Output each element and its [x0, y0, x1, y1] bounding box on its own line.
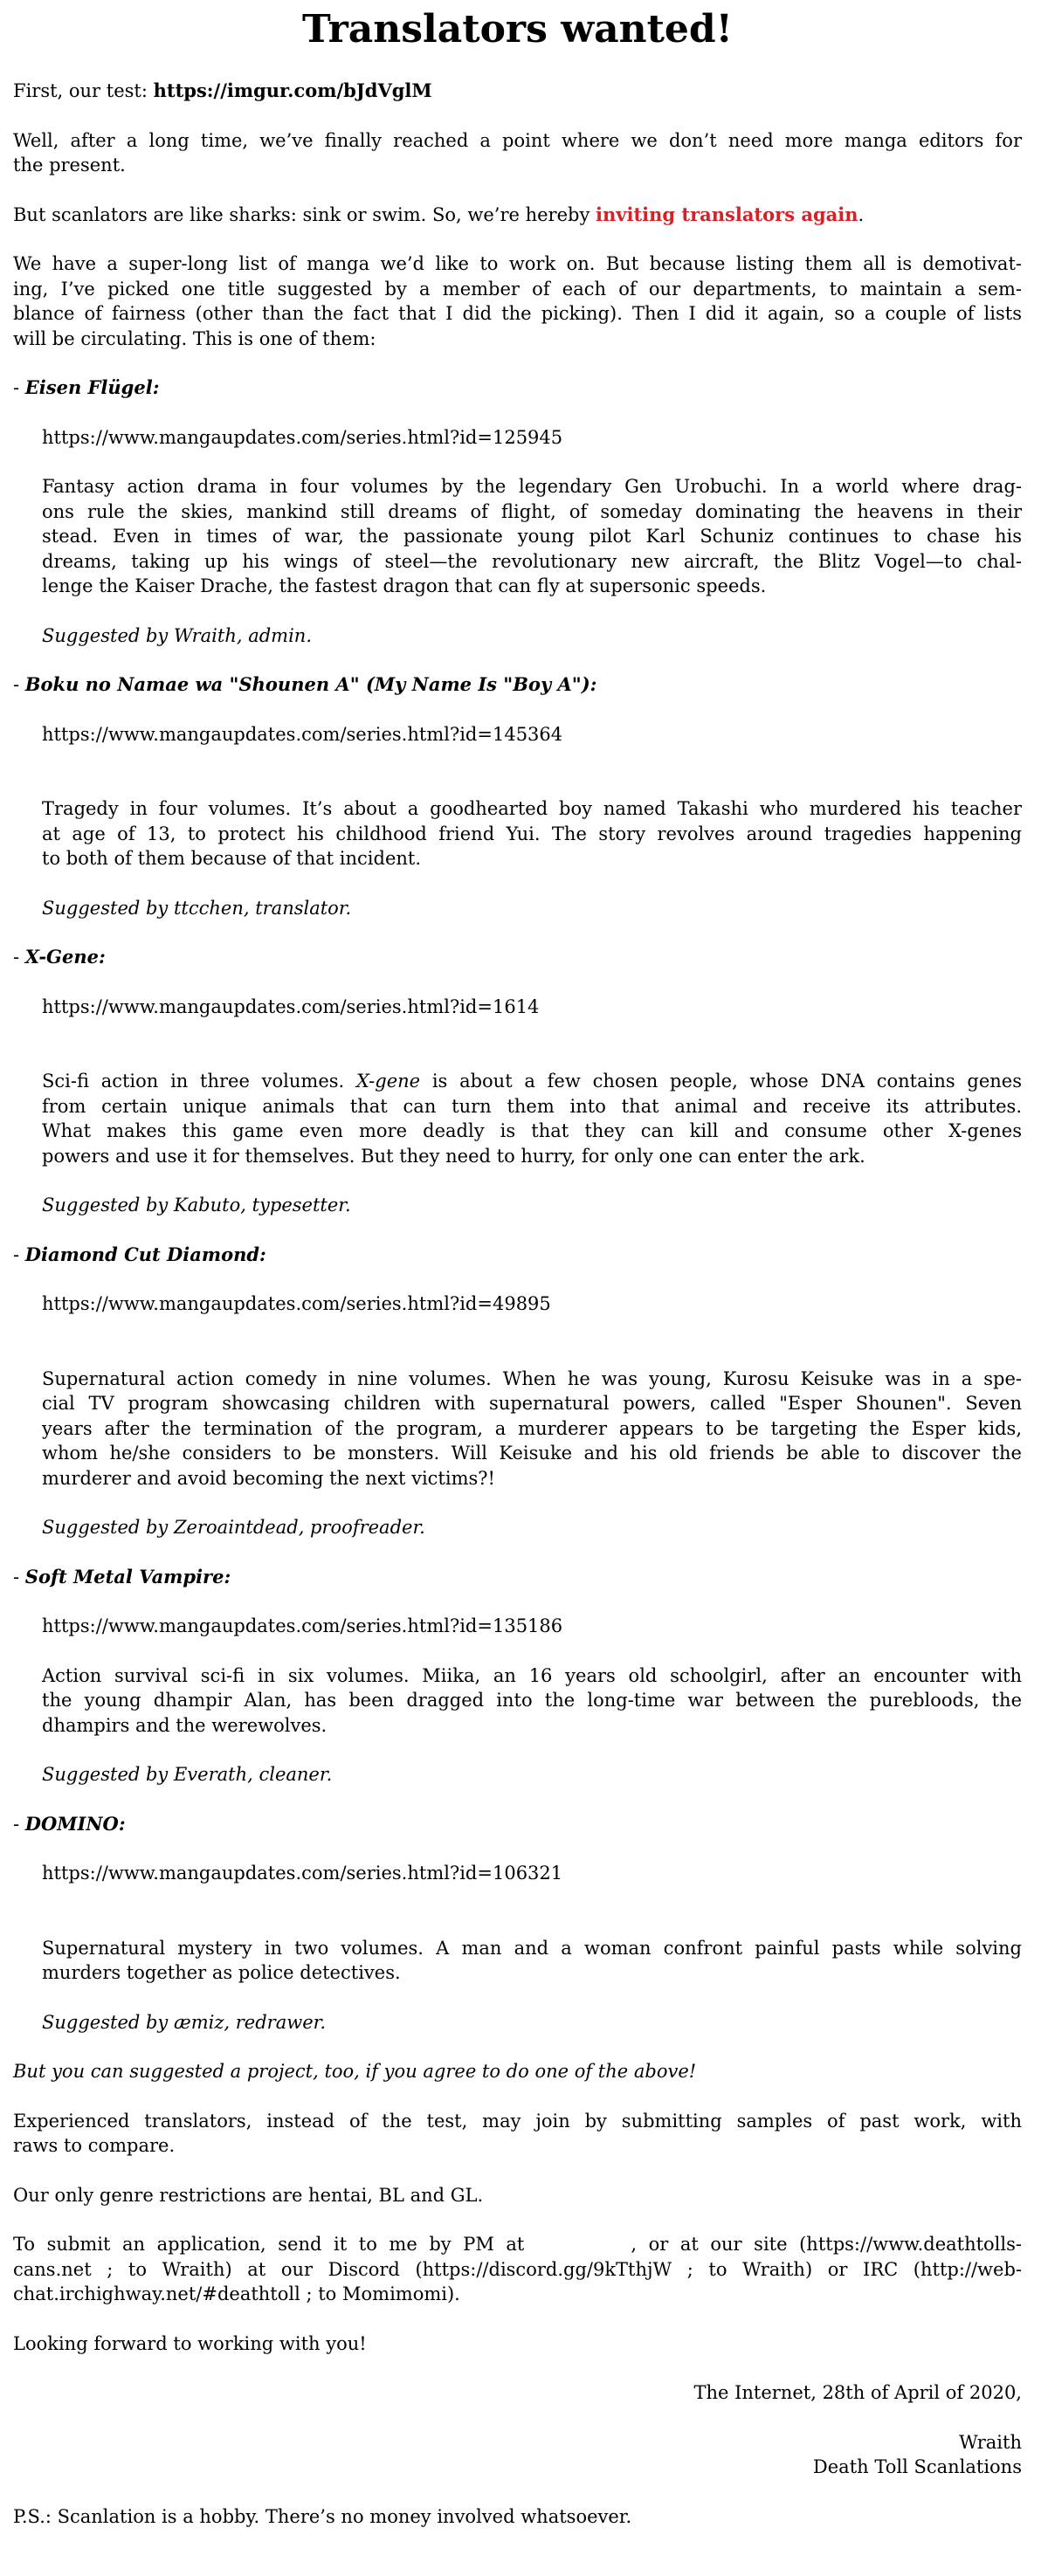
submit-text: To submit an application, send it to me by PM at — [13, 2234, 525, 2255]
suggested-by: Suggested by Zeroaintdead, proofreader. — [42, 1517, 425, 1538]
bullet-dash: - — [13, 377, 25, 398]
series-url: https://www.mangaupdates.com/series.html?id=125945 — [42, 426, 563, 448]
suggested-by: Suggested by Wraith, admin. — [42, 624, 312, 646]
suggested-by: Suggested by Everath, cleaner. — [42, 1764, 333, 1785]
series-description: Fantasy action drama in four volumes by the legendary Gen Urobuchi. In a world where drag- ons rule the skies, mankind still dreams of flight, of someday dominating the heavens in their stead. Even in times of war, the passionate young pilot Karl Schuniz continues to chase his dreams, taking up his wings of steel—the revolutionary new aircraft, the Blitz Vogel—to chal- lenge the Kaiser Drache, the fastest dragon that can fly at supersonic speeds. — [42, 476, 1022, 596]
series-title — [13, 1243, 1022, 1268]
series-url: https://www.mangaupdates.com/series.html?id=106321 — [42, 1863, 563, 1884]
page-title: Translators wanted! — [302, 7, 733, 52]
suggested-by: Suggested by ttcchen, translator. — [42, 897, 352, 919]
series-entry-domino — [13, 1812, 1022, 2035]
ps-note: P.S.: Scanlation is a hobby. There’s no money involved whatsoever. — [13, 2505, 632, 2527]
series-entry-eisen-flugel — [13, 375, 1022, 648]
intro-sharks-line — [13, 203, 1022, 228]
series-entry-boku-no-namae — [13, 672, 1022, 920]
submit-line-3: chat.irchighway.net/#deathtoll ; to Momimomi). — [13, 2283, 460, 2304]
intro-test-line — [13, 79, 1022, 104]
series-description: Supernatural action comedy in nine volumes. When he was young, Kurosu Keisuke was in a spe- cial TV program showcasing children with supernatural powers, called "Esper Shounen". Seven years after the termination of the program, a murderer appears to be targeting the Esper kids, whom he/she considers to be monsters. Will Keisuke and his old friends be able to discover the murderer and avoid becoming the next victims?! — [42, 1367, 1022, 1489]
series-name: Boku no Namae wa "Shounen A" (My Name Is "Boy A"): — [24, 673, 597, 695]
series-title — [13, 1812, 1022, 1837]
series-entry-x-gene — [13, 945, 1022, 1218]
sharks-prefix: But scanlators are like sharks: sink or swim. So, we’re hereby — [13, 203, 596, 225]
x-gene-italic: X-gene — [355, 1071, 421, 1092]
series-url: https://www.mangaupdates.com/series.html?id=49895 — [42, 1293, 551, 1314]
bullet-dash: - — [13, 674, 25, 695]
series-description: Supernatural mystery in two volumes. A man and a woman confront painful pasts while solving murders together as police detectives. — [42, 1937, 1022, 1983]
desc-text: Sci-fi action in three volumes. — [42, 1071, 356, 1092]
intro-need-paragraph: Well, after a long time, we’ve finally reached a point where we don’t need more manga editors for the present. — [13, 129, 1022, 176]
restrictions-line: Our only genre restrictions are hentai, BL and GL. — [13, 2184, 484, 2206]
signature-name: Wraith — [959, 2431, 1022, 2453]
intro-list-paragraph: We have a super-long list of manga we’d like to work on. But because listing them all is demotivat- ing, I’ve picked one title suggested by a member of each of our departments, to maintain a sem- blance of fairness (other than the fact that I did the picking). Then I did it again, so a couple of lists will be circulating. This is one of them: — [13, 253, 1022, 349]
series-name: X-Gene: — [24, 946, 106, 968]
series-entry-soft-metal-vampire — [13, 1565, 1022, 1787]
series-name: Diamond Cut Diamond: — [24, 1243, 266, 1265]
looking-forward-line: Looking forward to working with you! — [13, 2332, 367, 2354]
suggested-by: Suggested by æmiz, redrawer. — [42, 2011, 327, 2033]
submit-line-2: cans.net ; to Wraith) at our Discord (https://discord.gg/9kTthjW ; to Wraith) or IRC (http://web- — [13, 2258, 1022, 2280]
series-title — [13, 375, 1022, 401]
series-entry-diamond-cut-diamond — [13, 1243, 1022, 1540]
date-line: The Internet, 28th of April of 2020, — [693, 2382, 1022, 2403]
series-description: Tragedy in four volumes. It’s about a goodhearted boy named Takashi who murdered his teacher at age of 13, to protect his childhood friend Yui. The story revolves around tragedies happening to both of them because of that incident. — [42, 798, 1022, 869]
bullet-dash: - — [13, 1813, 25, 1835]
submit-text: , or at our site (https://www.deathtolls- — [631, 2234, 1022, 2255]
test-prefix: First, our test: — [13, 80, 154, 101]
series-title — [13, 1565, 1022, 1590]
signature-block — [13, 2430, 1022, 2480]
series-name: Soft Metal Vampire: — [24, 1565, 231, 1588]
description-first-line — [42, 1069, 1022, 1094]
series-name: Eisen Flügel: — [24, 376, 160, 398]
series-name: DOMINO: — [24, 1812, 126, 1835]
series-url: https://www.mangaupdates.com/series.html?id=135186 — [42, 1615, 563, 1636]
suggest-note: But you can suggested a project, too, if you agree to do one of the above! — [13, 2061, 697, 2082]
test-link: https://imgur.com/bJdVglM — [153, 79, 432, 101]
submit-line-1 — [13, 2232, 1022, 2257]
suggested-by: Suggested by Kabuto, typesetter. — [42, 1195, 351, 1216]
experienced-paragraph: Experienced translators, instead of the test, may join by submitting samples of past work, with raws to compare. — [13, 2110, 1022, 2156]
series-description: Action survival sci-fi in six volumes. Miika, an 16 years old schoolgirl, after an encounter with the young dhampir Alan, has been dragged into the long-time war between the purebloods, the dhampirs and the werewolves. — [42, 1664, 1022, 1736]
sharks-suffix: . — [858, 203, 865, 225]
series-title — [13, 945, 1022, 970]
series-url: https://www.mangaupdates.com/series.html?id=1614 — [42, 995, 540, 1017]
submit-paragraph — [13, 2232, 1022, 2307]
desc-text: is about a few chosen people, whose DNA contains genes — [420, 1071, 1022, 1092]
series-title — [13, 672, 1022, 698]
signature-group: Death Toll Scanlations — [812, 2456, 1022, 2477]
bullet-dash: - — [13, 1566, 25, 1588]
bullet-dash: - — [13, 1243, 25, 1265]
description-rest: from certain unique animals that can turn them into that animal and receive its attributes. What makes this game even more deadly is that they can kill and consume other X-genes powers and use it for themselves. But they need to hurry, for only one can enter the ark. — [42, 1095, 1022, 1167]
series-description — [42, 1069, 1022, 1168]
series-url: https://www.mangaupdates.com/series.html?id=145364 — [42, 723, 563, 745]
inviting-translators-highlight: inviting translators again — [596, 203, 858, 225]
bullet-dash: - — [13, 947, 25, 968]
